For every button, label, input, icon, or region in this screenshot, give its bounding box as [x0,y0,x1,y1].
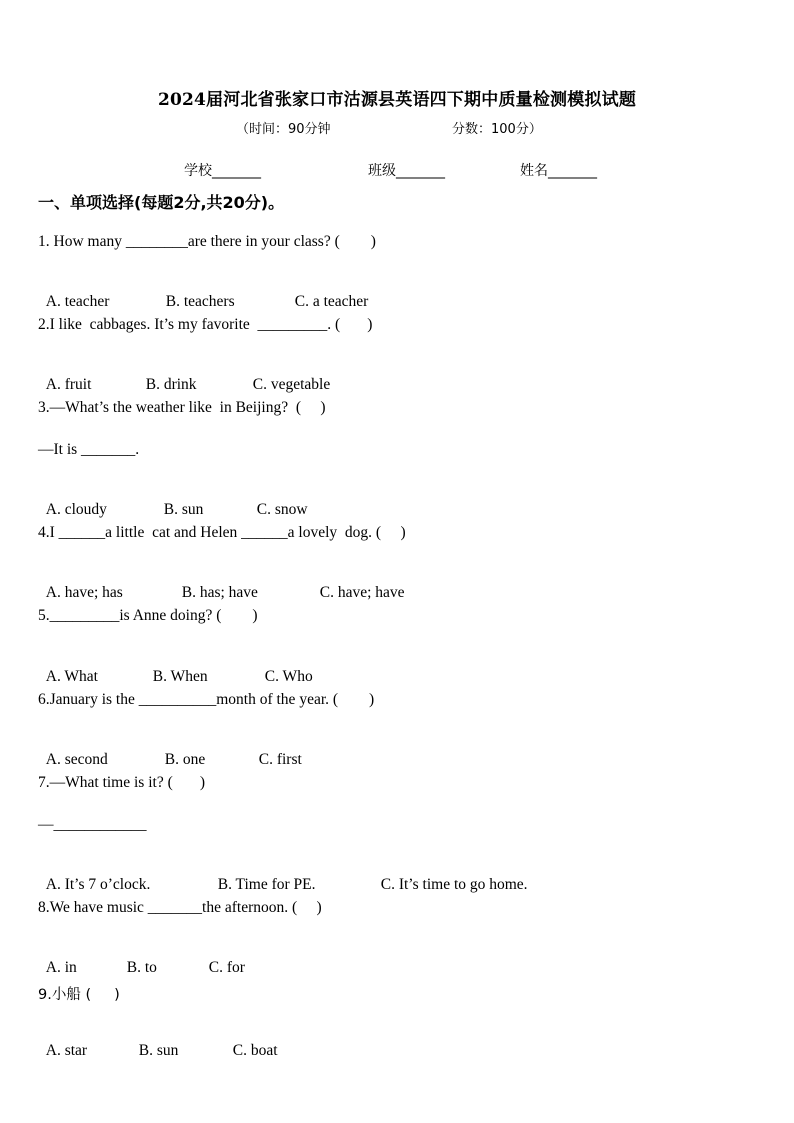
option-a: A. fruit [45,376,92,393]
question-6-options [38,733,302,769]
option-b: B. to [126,959,157,976]
question-8: 8.We have music _______the afternoon. ( ) [38,899,322,916]
option-a: A. second [45,751,108,768]
question-3-answer-line: —It is _______. [38,441,140,458]
option-a: A. in [45,959,77,976]
name-field: 姓名_______ [520,163,597,179]
option-a: A. It’s 7 o’clock. [45,876,151,893]
question-9: 9.小船 ( ) [38,987,120,1003]
option-a: A. What [45,668,98,685]
option-c: C. vegetable [252,376,331,393]
option-c: C. for [208,959,245,976]
option-b: B. Time for PE. [217,876,316,893]
question-3: 3.—What’s the weather like in Beijing? ( ) [38,399,326,416]
option-b: B. has; have [181,584,258,601]
option-c: C. It’s time to go home. [380,876,528,893]
question-6: 6.January is the __________month of the year. ( ) [38,691,375,708]
question-5: 5._________is Anne doing? ( ) [38,607,258,624]
option-b: B. sun [163,501,204,518]
option-b: B. drink [145,376,197,393]
question-2-options [38,358,330,394]
option-b: B. teachers [165,293,235,310]
option-c: C. a teacher [294,293,369,310]
option-b: B. one [164,751,206,768]
question-9-options [38,1024,278,1060]
question-2: 2.I like cabbages. It’s my favorite _________. ( ) [38,316,373,333]
exam-score: 分数：100分） [452,122,542,137]
school-field: 学校_______ [184,163,261,179]
question-8-options [38,941,245,977]
option-b: B. sun [138,1042,179,1059]
question-7-options [38,858,528,894]
question-5-options [38,650,313,686]
option-c: C. have; have [319,584,405,601]
question-7: 7.—What time is it? ( ) [38,774,206,791]
section-heading: 一、单项选择(每题2分,共20分)。 [38,193,285,212]
option-b: B. When [152,668,208,685]
option-a: A. teacher [45,293,110,310]
class-field: 班级_______ [368,163,445,179]
exam-time: （时间：90分钟 [236,122,331,137]
question-4: 4.I ______a little cat and Helen ______a lovely dog. ( ) [38,524,406,541]
option-c: C. snow [256,501,308,518]
exam-title: 2024届河北省张家口市沽源县英语四下期中质量检测模拟试题 [157,90,637,110]
option-a: A. have; has [45,584,123,601]
option-a: A. cloudy [45,501,107,518]
question-1-options [38,275,368,311]
question-7-answer-line: —____________ [38,816,147,833]
option-c: C. Who [264,668,313,685]
question-4-options [38,566,405,602]
option-c: C. first [258,751,302,768]
option-c: C. boat [232,1042,278,1059]
question-3-options [38,483,308,519]
option-a: A. star [45,1042,88,1059]
question-1: 1. How many ________are there in your class? ( ) [38,233,376,250]
